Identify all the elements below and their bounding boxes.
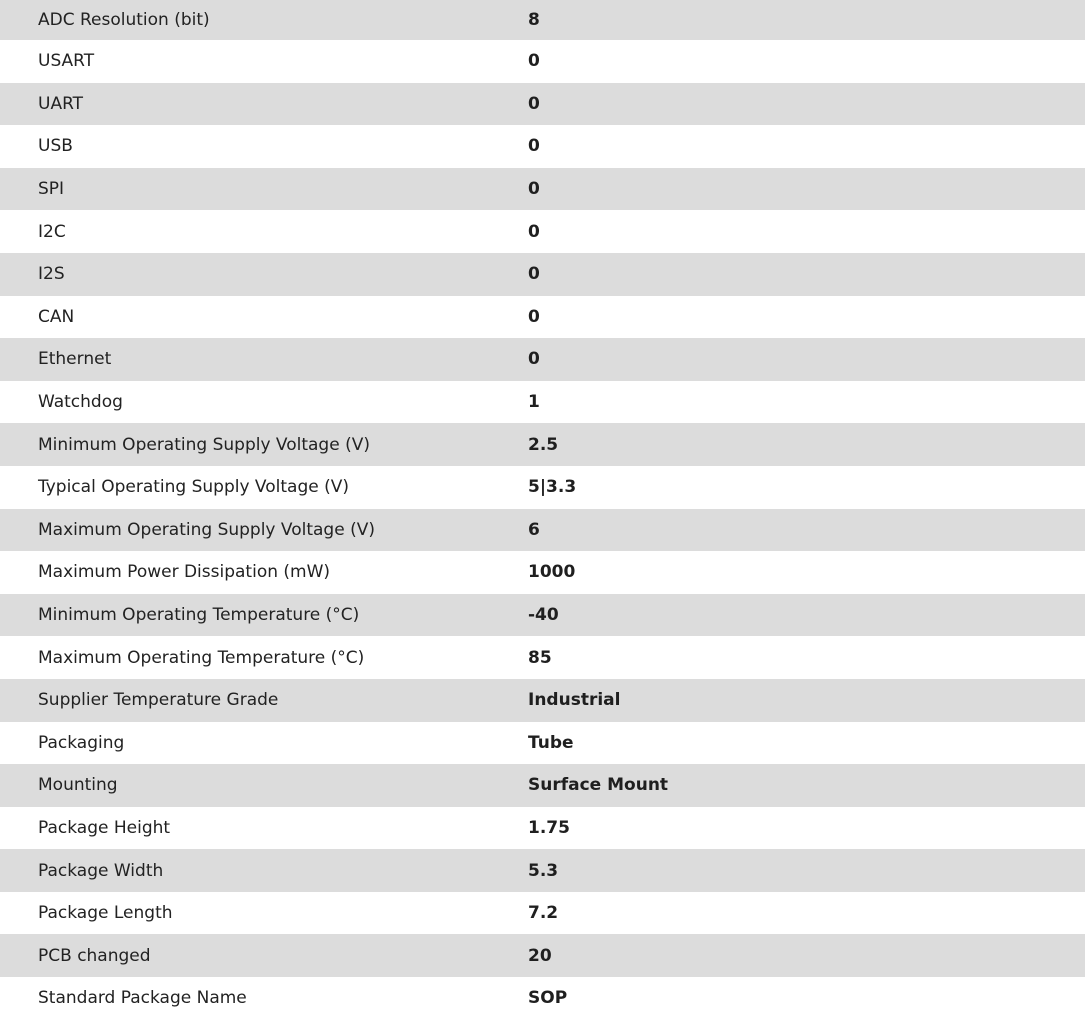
- spec-row-usb: [0, 125, 1085, 168]
- spec-value: Tube: [528, 732, 574, 753]
- spec-value: Surface Mount: [528, 775, 669, 796]
- spec-row-can: [0, 296, 1085, 339]
- spec-row-min-operating-temp: [0, 594, 1085, 637]
- spec-label: Mounting: [38, 775, 118, 796]
- spec-label: Watchdog: [38, 392, 123, 413]
- spec-value: 1000: [528, 562, 576, 583]
- spec-row-adc-resolution: [0, 0, 1085, 40]
- spec-label: ADC Resolution (bit): [38, 10, 210, 30]
- spec-row-i2c: [0, 210, 1085, 253]
- spec-label: I2S: [38, 264, 65, 285]
- spec-value: 1: [528, 392, 540, 413]
- spec-label: Packaging: [38, 732, 125, 753]
- spec-row-max-supply-voltage: [0, 509, 1085, 552]
- spec-value: -40: [528, 605, 559, 626]
- spec-row-i2s: [0, 253, 1085, 296]
- spec-label: Maximum Operating Temperature (°C): [38, 647, 365, 668]
- spec-row-ethernet: [0, 338, 1085, 381]
- spec-label: Ethernet: [38, 349, 112, 370]
- spec-row-standard-package-name: [0, 977, 1085, 1016]
- spec-value: 6: [528, 519, 540, 540]
- spec-label: SPI: [38, 179, 65, 200]
- spec-label: Maximum Operating Supply Voltage (V): [38, 519, 375, 540]
- spec-label: UART: [38, 93, 84, 114]
- spec-label: Typical Operating Supply Voltage (V): [38, 477, 349, 498]
- spec-row-min-supply-voltage: [0, 423, 1085, 466]
- spec-row-spi: [0, 168, 1085, 211]
- spec-value: 1.75: [528, 817, 570, 838]
- spec-row-typ-supply-voltage: [0, 466, 1085, 509]
- spec-value: 0: [528, 51, 540, 72]
- spec-row-uart: [0, 83, 1085, 126]
- spec-row-package-height: [0, 807, 1085, 850]
- spec-label: Package Width: [38, 860, 164, 881]
- spec-row-package-width: [0, 849, 1085, 892]
- spec-value: 0: [528, 179, 540, 200]
- spec-row-max-operating-temp: [0, 636, 1085, 679]
- spec-value: Industrial: [528, 690, 621, 711]
- spec-label: PCB changed: [38, 945, 151, 966]
- spec-row-watchdog: [0, 381, 1085, 424]
- spec-value: 5|3.3: [528, 477, 577, 498]
- spec-row-package-length: [0, 892, 1085, 935]
- spec-value: 20: [528, 945, 552, 966]
- spec-row-temperature-grade: [0, 679, 1085, 722]
- spec-label: Standard Package Name: [38, 988, 247, 1009]
- spec-value: 0: [528, 93, 540, 114]
- spec-row-packaging: [0, 722, 1085, 765]
- spec-label: Supplier Temperature Grade: [38, 690, 279, 711]
- spec-row-pcb-changed: [0, 934, 1085, 977]
- spec-label: Minimum Operating Temperature (°C): [38, 605, 360, 626]
- spec-value: 0: [528, 136, 540, 157]
- spec-value: 0: [528, 264, 540, 285]
- spec-label: USART: [38, 51, 95, 72]
- spec-value: 5.3: [528, 860, 559, 881]
- spec-value: 7.2: [528, 903, 559, 924]
- spec-value: 0: [528, 221, 540, 242]
- spec-value: 8: [528, 10, 540, 30]
- spec-row-usart: [0, 40, 1085, 83]
- spec-label: CAN: [38, 306, 75, 327]
- spec-label: Package Height: [38, 817, 171, 838]
- spec-value: 0: [528, 306, 540, 327]
- spec-label: Maximum Power Dissipation (mW): [38, 562, 331, 583]
- spec-value: SOP: [528, 988, 568, 1009]
- spec-label: I2C: [38, 221, 66, 242]
- spec-value: 0: [528, 349, 540, 370]
- spec-row-max-power-dissipation: [0, 551, 1085, 594]
- spec-label: Minimum Operating Supply Voltage (V): [38, 434, 370, 455]
- spec-value: 85: [528, 647, 552, 668]
- spec-label: USB: [38, 136, 73, 157]
- spec-label: Package Length: [38, 903, 173, 924]
- spec-row-mounting: [0, 764, 1085, 807]
- spec-value: 2.5: [528, 434, 559, 455]
